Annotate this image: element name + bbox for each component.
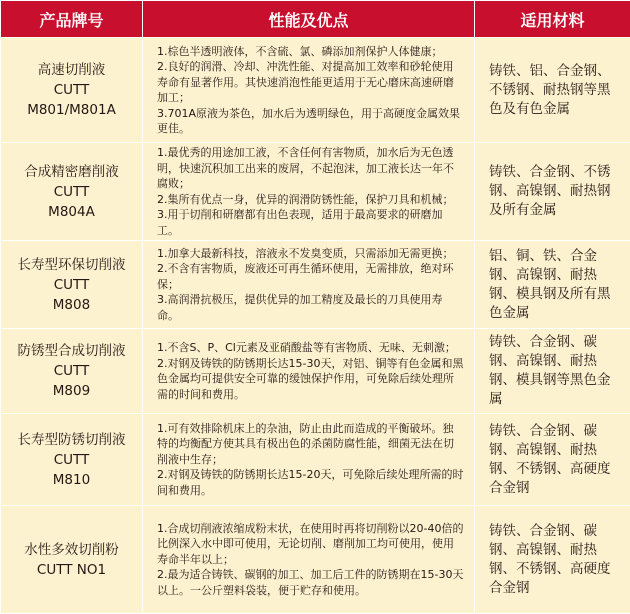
materials-cell: 铝、铜、铁、合金钢、高镍钢、耐热钢、模具钢及所有黑色金属 xyxy=(475,241,630,329)
feature-point: 1.可有效排除机床上的杂油，防止由此而造成的平衡破坏。独特的均衡配方使其具有极出色的杀菌防腐性能，细菌无法在切削液中生存； xyxy=(157,421,464,468)
product-model: M810 xyxy=(5,470,138,490)
product-name: 长寿型防锈切削液 xyxy=(5,430,138,450)
feature-point: 2.对钢及铸铁的防锈期长达15-20天，可免除后续处理所需的时间和费用。 xyxy=(157,467,464,498)
product-name-cell xyxy=(1,143,143,241)
table-row xyxy=(1,38,630,143)
product-brand: CUTT xyxy=(5,80,138,100)
product-name: 水性多效切削粉 xyxy=(5,540,138,560)
feature-point: 1.不含S、P、Cl元素及亚硝酸盐等有害物质、无味、无刺激； xyxy=(157,340,464,356)
product-name: 高速切削液 xyxy=(5,60,138,80)
product-brand: CUTT xyxy=(5,182,138,202)
materials-cell: 铸铁、合金钢、碳钢、高镍钢、耐热钢、不锈钢、高硬度合金钢 xyxy=(475,506,630,614)
features-cell xyxy=(143,329,475,414)
features-cell xyxy=(143,241,475,329)
feature-point: 1.最优秀的用途加工液，不含任何有害物质，加水后为无色透明，快速沉积加工出来的废屑，不起泡沫，加工液长达一年不腐败； xyxy=(157,145,464,192)
product-brand: CUTT xyxy=(5,450,138,470)
product-name-cell xyxy=(1,506,143,614)
table-row xyxy=(1,329,630,414)
product-name-cell xyxy=(1,414,143,506)
product-model: M804A xyxy=(5,202,138,222)
product-name-cell xyxy=(1,241,143,329)
feature-point: 2.不含有害物质，废液还可再生循环使用，无需排放，绝对环保； xyxy=(157,261,464,292)
feature-point: 1.加拿大最新科技，溶液永不发臭变质，只需添加无需更换； xyxy=(157,246,464,262)
feature-point: 1.棕色半透明液体，不含硫、氯、磷添加剂保护人体健康； xyxy=(157,44,464,60)
header-product: 产品牌号 xyxy=(1,1,143,38)
table-row xyxy=(1,414,630,506)
materials-cell: 铸铁、合金钢、碳钢、高镍钢、耐热钢、不锈钢、高硬度合金钢 xyxy=(475,414,630,506)
product-name: 长寿型环保切削液 xyxy=(5,255,138,275)
feature-point: 3.高润滑抗极压，提供优异的加工精度及最长的刀具使用寿命。 xyxy=(157,292,464,323)
features-cell xyxy=(143,414,475,506)
features-cell xyxy=(143,506,475,614)
table-row xyxy=(1,241,630,329)
materials-cell: 铸铁、铝、合金钢、不锈钢、耐热钢等黑色及有色金属 xyxy=(475,38,630,143)
product-name-cell xyxy=(1,329,143,414)
features-cell xyxy=(143,143,475,241)
product-name-cell xyxy=(1,38,143,143)
header-features: 性能及优点 xyxy=(143,1,475,38)
feature-point: 2.最为适合铸铁、碳钢的加工、加工后工件的防锈期在15-30天以上。一公斤塑料袋装，便于贮存和使用。 xyxy=(157,567,464,598)
feature-point: 2.集所有优点一身，优异的润滑防锈性能，保护刀具和机械； xyxy=(157,192,464,208)
materials-cell: 铸铁、合金钢、碳钢、高镍钢、耐热钢、模具钢等黑色金属 xyxy=(475,329,630,414)
product-brand: CUTT xyxy=(5,361,138,381)
product-model: M809 xyxy=(5,381,138,401)
table-header-row xyxy=(1,1,630,38)
table-row xyxy=(1,506,630,614)
materials-cell: 铸铁、合金钢、不锈钢、高镍钢、耐热钢及所有金属 xyxy=(475,143,630,241)
features-cell xyxy=(143,38,475,143)
product-model: M808 xyxy=(5,295,138,315)
table-row xyxy=(1,143,630,241)
product-name: 合成精密磨削液 xyxy=(5,162,138,182)
product-model: M801/M801A xyxy=(5,100,138,120)
feature-point: 1.合成切削液浓缩成粉末状，在使用时再将切削粉以20-40倍的比例深入水中即可使用，无论切削、磨削加工均可使用，使用寿命半年以上； xyxy=(157,521,464,568)
header-materials: 适用材料 xyxy=(475,1,630,38)
product-brand: CUTT xyxy=(5,275,138,295)
feature-point: 2.良好的润滑、冷却、冲洗性能、对提高加工效率和砂轮使用寿命有显著作用。其快速消泡性能更适用于无心磨床高速研磨加工； xyxy=(157,59,464,106)
feature-point: 2.对钢及铸铁的防锈期长达15-30天，对铝、铜等有色金属和黑色金属均可提供安全可靠的缓蚀保护作用，可免除后续处理所需的时间和费用。 xyxy=(157,356,464,403)
feature-point: 3.用于切削和研磨都有出色表现，适用于最高要求的研磨加工。 xyxy=(157,207,464,238)
product-name: 防锈型合成切削液 xyxy=(5,341,138,361)
feature-point: 3.701A原液为茶色，加水后为透明绿色，用于高硬度金属效果更佳。 xyxy=(157,106,464,137)
product-model: CUTT NO1 xyxy=(5,560,138,580)
